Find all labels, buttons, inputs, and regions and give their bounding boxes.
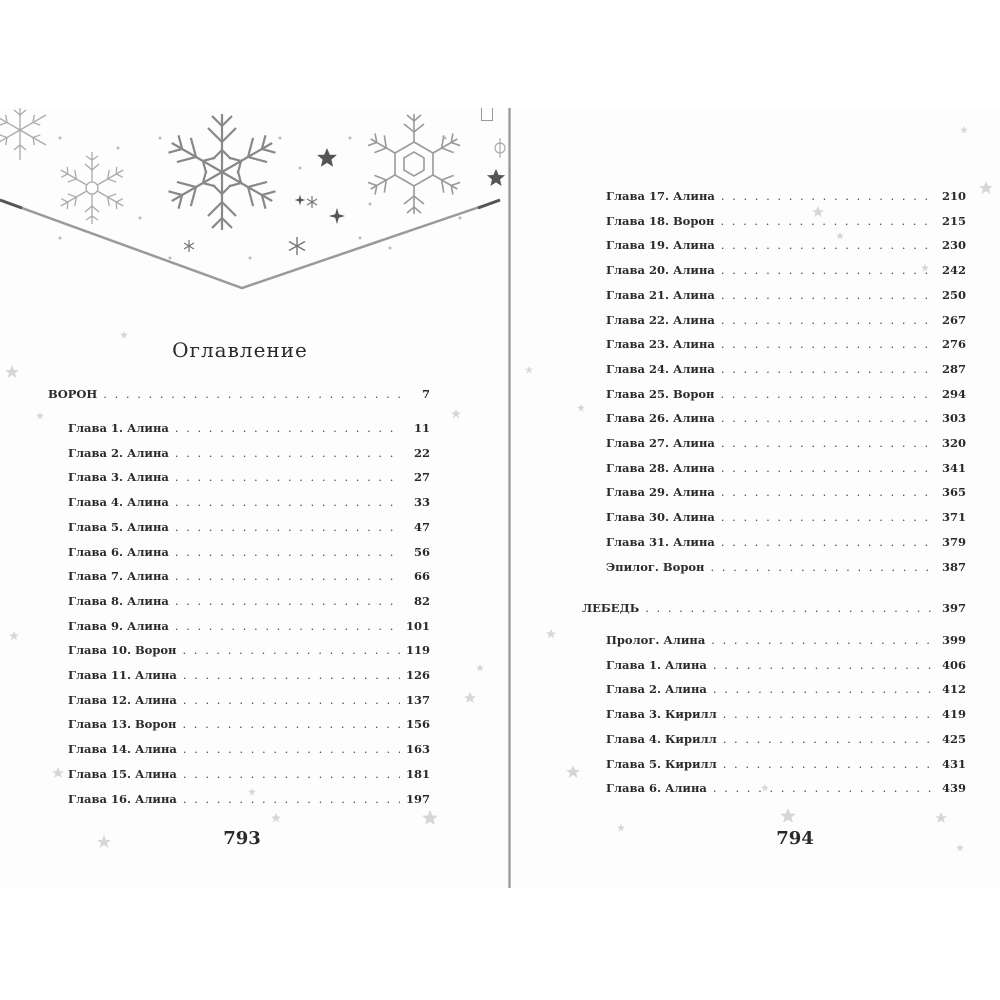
toc-entry-label: Глава 6. Алина (68, 544, 169, 559)
toc-entry-label: Глава 28. Алина (606, 460, 715, 475)
toc-leader-dots (720, 386, 936, 402)
toc-leader-dots (721, 484, 936, 500)
toc-entry (606, 386, 966, 402)
toc-entry-label: Пролог. Алина (606, 633, 706, 647)
toc-entry-label: Глава 7. Алина (68, 569, 169, 584)
toc-section-entry (582, 600, 966, 616)
toc-entry-page: 419 (941, 707, 966, 722)
toc-entry-label: Глава 6. Алина (606, 781, 707, 796)
toc-entry (606, 632, 966, 648)
toc-entry-label: Глава 8. Алина (68, 593, 169, 608)
toc-leader-dots (183, 791, 400, 807)
toc-entry-label: Эпилог. Ворон (606, 559, 705, 574)
toc-entry (68, 568, 430, 584)
toc-entry (606, 681, 966, 697)
toc-leader-dots (721, 509, 936, 525)
toc-leader-dots (183, 667, 400, 683)
toc-entry-label: Глава 12. Алина (68, 692, 177, 707)
toc-entry-label: Глава 29. Алина (606, 485, 715, 500)
toc-entry-label: Глава 17. Алина (606, 189, 715, 203)
page-number-left: 793 (223, 828, 261, 849)
toc-entry-page: 276 (941, 337, 966, 352)
toc-leader-dots (175, 445, 402, 461)
toc-entry-label: Глава 2. Алина (68, 445, 169, 460)
toc-entry-page: 22 (413, 445, 430, 460)
toc-leader-dots (710, 559, 936, 575)
toc-entry-page: 33 (413, 495, 430, 510)
toc-entry-label: Глава 24. Алина (606, 361, 715, 376)
toc-entry-label: Глава 27. Алина (606, 436, 715, 450)
toc-leader-dots (711, 632, 936, 648)
toc-entry-label: Глава 2. Алина (606, 682, 707, 697)
toc-entry-label: ЛЕБЕДЬ (582, 601, 640, 615)
toc-leader-dots (720, 213, 936, 229)
toc-entry (68, 618, 430, 634)
toc-entry-label: Глава 15. Алина (68, 766, 177, 781)
toc-entry (68, 544, 430, 560)
toc-entry (68, 791, 430, 807)
toc-entry-page: 163 (405, 742, 430, 757)
toc-leader-dots (182, 642, 400, 658)
toc-entry-page: 250 (941, 287, 966, 302)
toc-leader-dots (721, 361, 936, 377)
toc-leader-dots (103, 386, 402, 402)
right-page (511, 108, 1000, 888)
toc-leader-dots (713, 681, 936, 697)
toc-entry-page: 156 (405, 717, 430, 732)
toc-entry-page: 399 (941, 633, 966, 647)
toc-entry-page: 425 (941, 731, 966, 746)
toc-entry-page: 397 (941, 601, 966, 615)
toc-entry (606, 484, 966, 500)
toc-entry-page: 7 (421, 387, 430, 401)
toc-entry-label: Глава 13. Ворон (68, 717, 177, 732)
toc-entry-page: 119 (405, 643, 430, 658)
toc-entry (68, 741, 430, 757)
toc-entry-label: Глава 16. Алина (68, 791, 177, 806)
toc-entry (68, 642, 430, 658)
toc-entry-page: 412 (941, 682, 966, 697)
toc-entry (606, 435, 966, 451)
toc-entry (606, 657, 966, 673)
toc-entry-label: Глава 18. Ворон (606, 213, 715, 228)
toc-leader-dots (175, 544, 402, 560)
toc-leader-dots (723, 731, 936, 747)
toc-entry (68, 445, 430, 461)
toc-entry-page: 287 (941, 361, 966, 376)
toc-entry-label: Глава 4. Алина (68, 495, 169, 510)
toc-entry-label: Глава 11. Алина (68, 668, 177, 682)
toc-leader-dots (721, 460, 936, 476)
toc-entry-page: 137 (405, 692, 430, 707)
toc-entry-page: 47 (413, 519, 430, 534)
toc-entry (606, 460, 966, 476)
toc-entry (606, 780, 966, 796)
toc-leader-dots (721, 262, 936, 278)
toc-entry-page: 126 (405, 668, 430, 682)
toc-entry (606, 361, 966, 377)
toc-entry-label: Глава 20. Алина (606, 263, 715, 278)
left-page (0, 108, 508, 888)
toc-entry-label: Глава 9. Алина (68, 618, 169, 633)
toc-entry-label: Глава 31. Алина (606, 534, 715, 549)
toc-leader-dots (175, 519, 402, 535)
toc-entry-page: 66 (413, 569, 430, 584)
toc-leader-dots (721, 237, 936, 253)
toc-entry-page: 371 (941, 510, 966, 525)
toc-entry-page: 11 (413, 421, 430, 435)
toc-entry (606, 731, 966, 747)
toc-entry (606, 410, 966, 426)
toc-entry (68, 420, 430, 436)
toc-entry-page: 181 (405, 766, 430, 781)
toc-entry-page: 56 (413, 544, 430, 559)
toc-entry (68, 469, 430, 485)
toc-entry-page: 230 (941, 238, 966, 253)
toc-entry-page: 341 (941, 460, 966, 475)
toc-leader-dots (182, 716, 400, 732)
toc-leader-dots (721, 312, 936, 328)
toc-leader-dots (175, 494, 402, 510)
toc-entry-label: Глава 26. Алина (606, 411, 715, 426)
toc-entry-label: Глава 1. Алина (606, 657, 707, 672)
toc-entry-label: Глава 5. Кирилл (606, 756, 717, 771)
toc-leader-dots (721, 534, 936, 550)
toc-leader-dots (721, 287, 936, 303)
toc-leader-dots (713, 657, 936, 673)
toc-leader-dots (183, 766, 400, 782)
toc-entry-label: Глава 25. Ворон (606, 386, 715, 401)
toc-entry-label: Глава 30. Алина (606, 510, 715, 525)
toc-entry (68, 494, 430, 510)
toc-entry (68, 766, 430, 782)
toc-entry (68, 593, 430, 609)
toc-entry-page: 387 (941, 559, 966, 574)
toc-leader-dots (175, 618, 400, 634)
toc-leader-dots (721, 336, 936, 352)
toc-entry (606, 287, 966, 303)
toc-entry (606, 706, 966, 722)
toc-entry (606, 336, 966, 352)
toc-entry (606, 262, 966, 278)
toc-entry-page: 379 (941, 534, 966, 549)
toc-entry (606, 509, 966, 525)
toc-entry (606, 559, 966, 575)
toc-entry-label: Глава 10. Ворон (68, 643, 177, 658)
toc-entry-page: 242 (941, 263, 966, 278)
toc-entry-page: 82 (413, 593, 430, 608)
toc-entry-label: Глава 1. Алина (68, 421, 169, 435)
toc-entry-label: Глава 3. Алина (68, 470, 169, 485)
toc-heading: Оглавление (172, 338, 308, 362)
toc-entry (606, 237, 966, 253)
toc-entry (68, 716, 430, 732)
toc-entry-page: 294 (941, 386, 966, 401)
toc-leader-dots (721, 188, 936, 204)
toc-leader-dots (713, 780, 936, 796)
toc-leader-dots (723, 706, 936, 722)
toc-entry-label: Глава 23. Алина (606, 337, 715, 352)
toc-entry (68, 519, 430, 535)
toc-section-entry (48, 386, 430, 402)
toc-entry (606, 756, 966, 772)
toc-entry-page: 210 (941, 189, 966, 203)
toc-entry (68, 667, 430, 683)
toc-leader-dots (183, 741, 400, 757)
toc-leader-dots (645, 600, 936, 616)
toc-entry (606, 534, 966, 550)
toc-leader-dots (175, 420, 402, 436)
toc-leader-dots (183, 692, 400, 708)
toc-entry-page: 267 (941, 312, 966, 327)
toc-entry-page: 197 (405, 791, 430, 806)
toc-entry (606, 213, 966, 229)
toc-entry (606, 312, 966, 328)
book-spread (0, 108, 1000, 888)
toc-entry-page: 27 (413, 470, 430, 485)
toc-entry-label: Глава 22. Алина (606, 312, 715, 327)
toc-entry-page: 320 (941, 436, 966, 450)
toc-entry (68, 692, 430, 708)
toc-leader-dots (175, 568, 402, 584)
toc-entry-label: Глава 21. Алина (606, 287, 715, 302)
toc-leader-dots (175, 593, 402, 609)
toc-leader-dots (721, 435, 936, 451)
toc-leader-dots (175, 469, 402, 485)
toc-entry-page: 303 (941, 411, 966, 426)
toc-entry-page: 431 (941, 756, 966, 771)
toc-entry-label: Глава 14. Алина (68, 742, 177, 757)
page-number-right: 794 (776, 828, 814, 849)
toc-entry (606, 188, 966, 204)
toc-entry-page: 101 (405, 618, 430, 633)
toc-entry-label: Глава 19. Алина (606, 238, 715, 253)
toc-leader-dots (723, 756, 936, 772)
toc-leader-dots (721, 410, 936, 426)
toc-entry-label: Глава 5. Алина (68, 519, 169, 534)
toc-entry-page: 406 (941, 657, 966, 672)
toc-entry-label: Глава 3. Кирилл (606, 707, 717, 722)
toc-entry-page: 215 (941, 213, 966, 228)
toc-entry-page: 365 (941, 485, 966, 500)
toc-entry-label: ВОРОН (48, 387, 98, 401)
toc-entry-label: Глава 4. Кирилл (606, 731, 717, 746)
toc-entry-page: 439 (941, 781, 966, 796)
